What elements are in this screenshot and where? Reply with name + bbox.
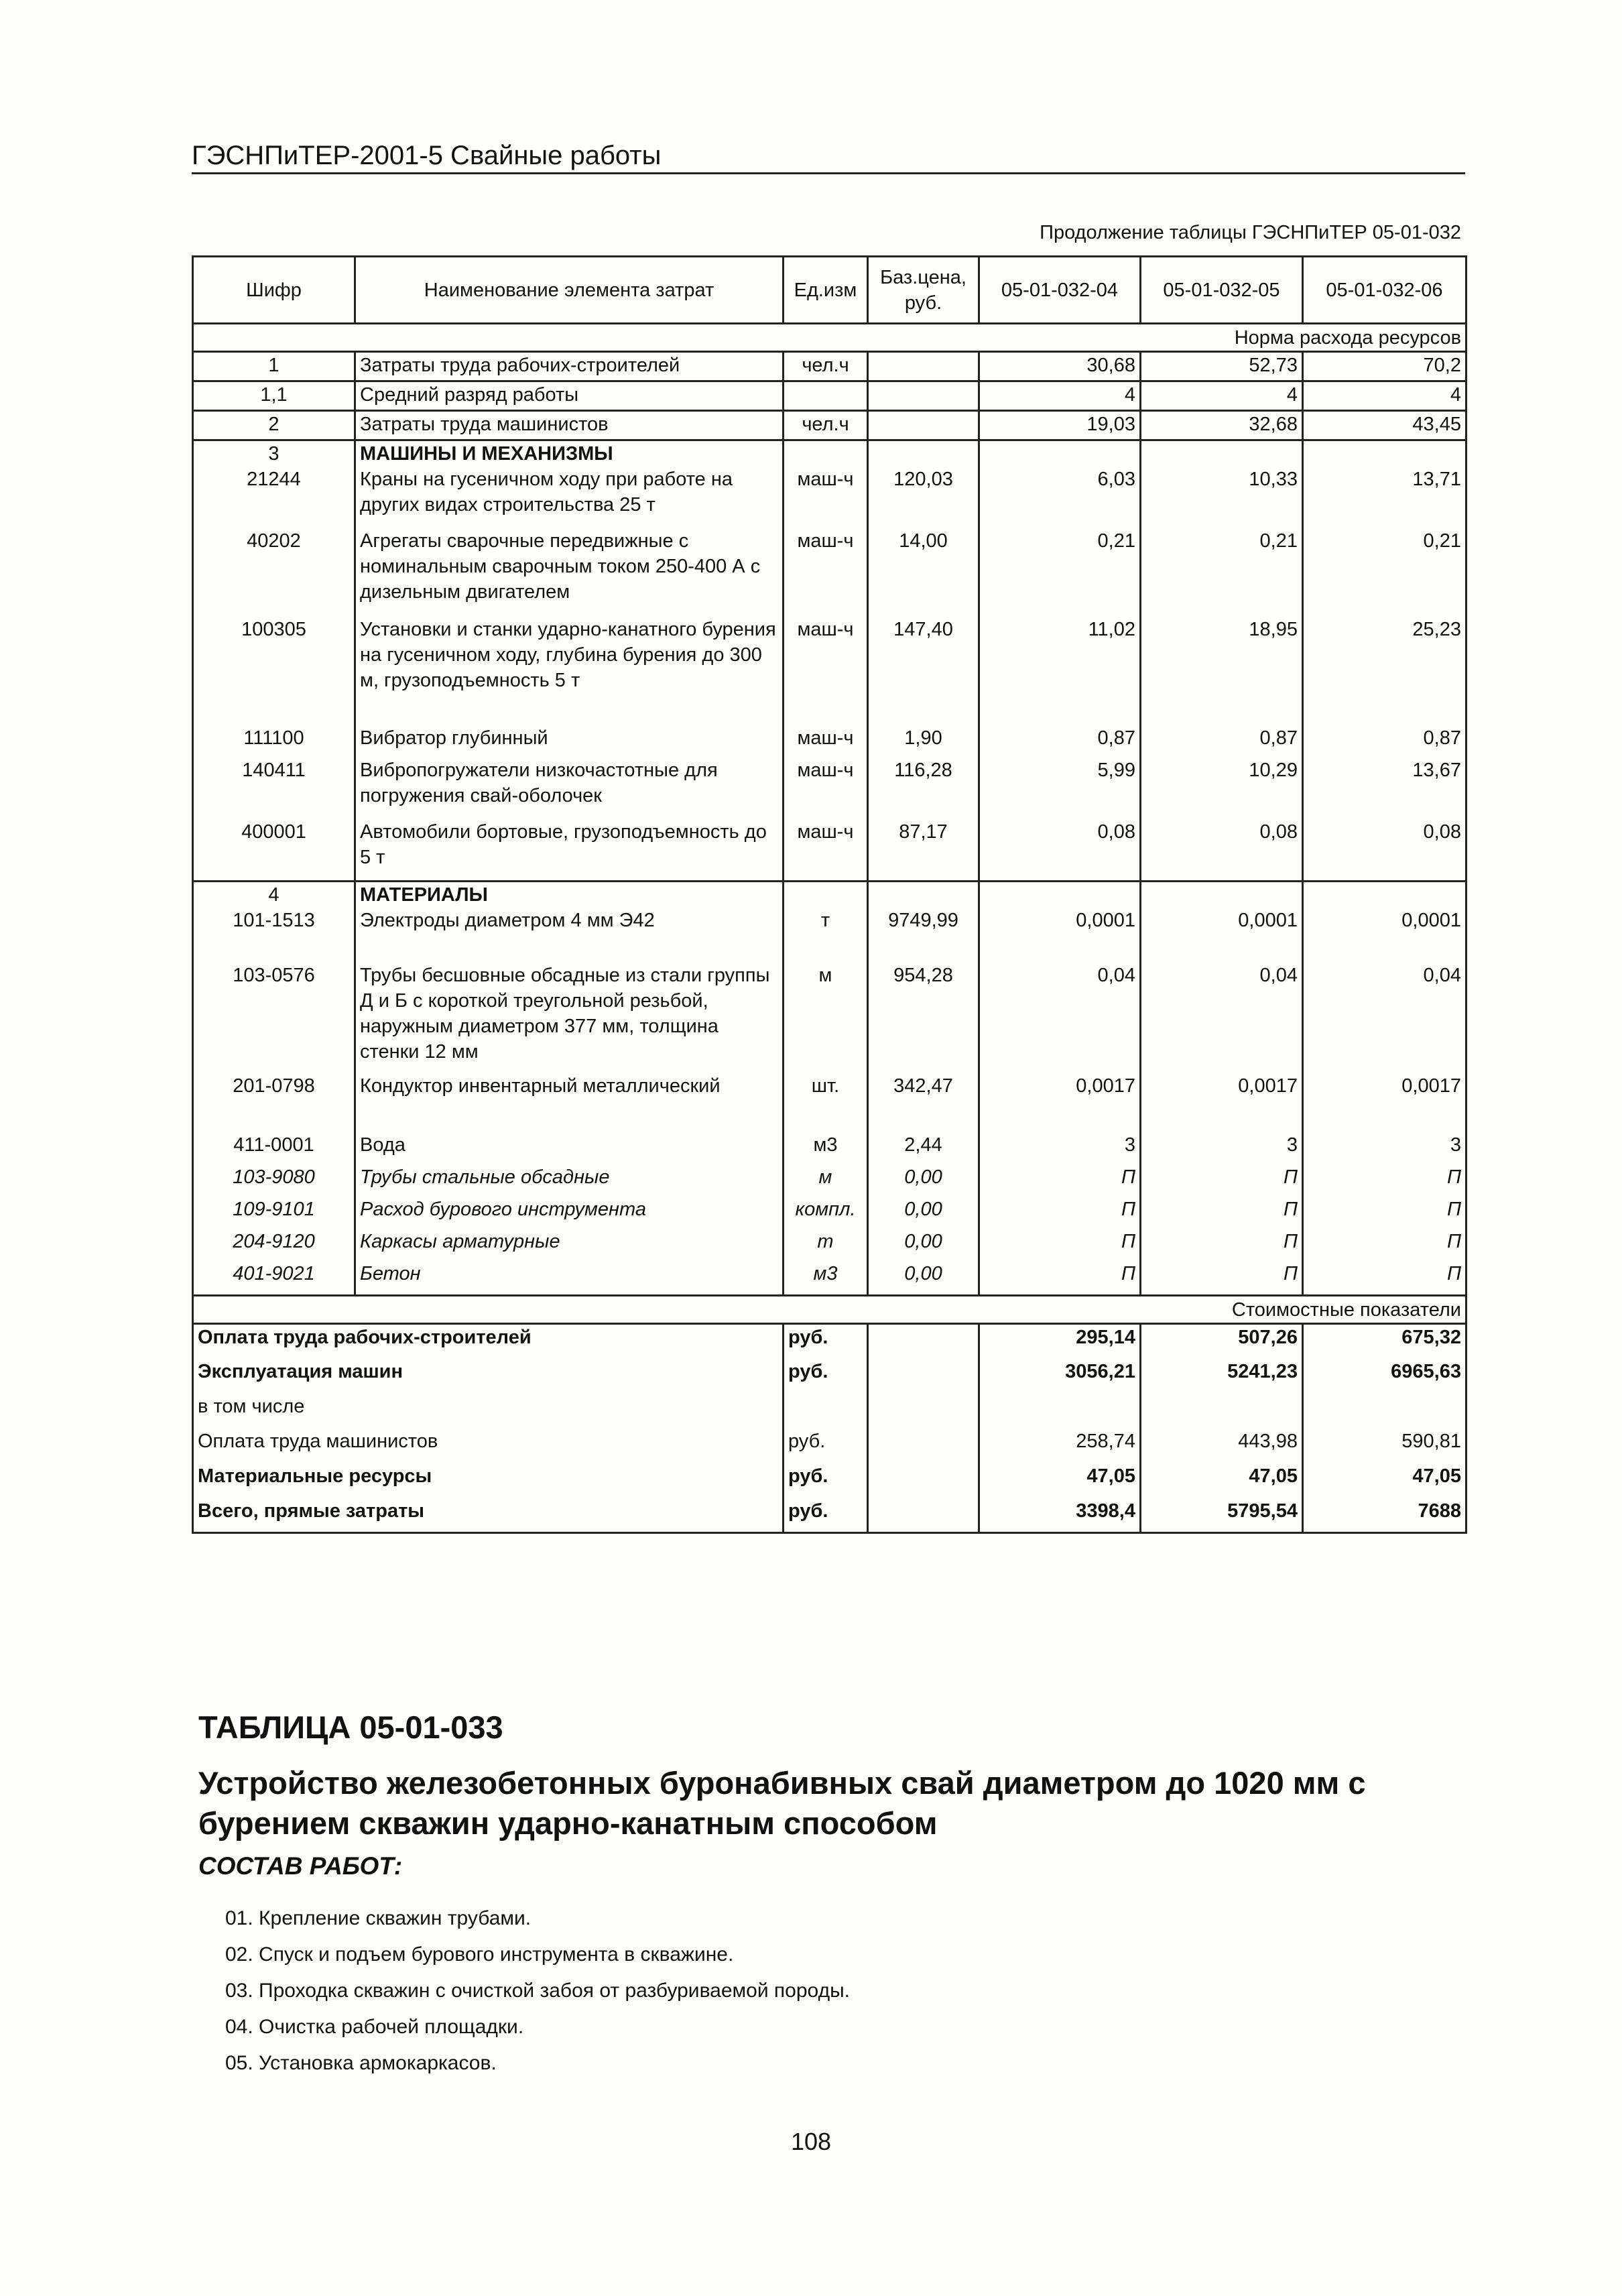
cell-code: 204-9120 bbox=[193, 1229, 355, 1261]
cell-unit: т bbox=[784, 1229, 868, 1261]
cost-label: Стоимостные показатели bbox=[193, 1296, 1467, 1324]
cell-value-04: 0,08 bbox=[979, 819, 1141, 881]
table-row bbox=[193, 381, 1467, 411]
cost-value-04: 3398,4 bbox=[979, 1498, 1141, 1533]
table-row bbox=[193, 1197, 1467, 1229]
cell-value-06 bbox=[1303, 881, 1467, 908]
cell-price: 0,00 bbox=[868, 1164, 979, 1197]
cell-value-04: 0,0017 bbox=[979, 1073, 1141, 1132]
cost-value-05: 507,26 bbox=[1141, 1324, 1303, 1359]
cell-value-04: 0,0001 bbox=[979, 908, 1141, 963]
table-row bbox=[193, 352, 1467, 381]
cell-value-05: 18,95 bbox=[1141, 617, 1303, 725]
cell-name: Агрегаты сварочные передвижные с номинальным сварочным током 250-400 А с дизельным двигателем bbox=[355, 528, 784, 617]
cell-name: Расход бурового инструмента bbox=[355, 1197, 784, 1229]
cell-price: 0,00 bbox=[868, 1229, 979, 1261]
cell-price: 147,40 bbox=[868, 617, 979, 725]
cell-value-06: П bbox=[1303, 1261, 1467, 1296]
cell-name: Средний разряд работы bbox=[355, 381, 784, 411]
cell-unit: м3 bbox=[784, 1132, 868, 1164]
cost-name: Оплата труда машинистов bbox=[193, 1429, 784, 1463]
cell-value-06: 13,71 bbox=[1303, 467, 1467, 528]
cost-value-05: 5241,23 bbox=[1141, 1359, 1303, 1394]
cost-value-05: 47,05 bbox=[1141, 1463, 1303, 1498]
cell-code: 3 bbox=[193, 440, 355, 467]
cell-value-05: 52,73 bbox=[1141, 352, 1303, 381]
cell-name: Установки и станки ударно-канатного бурения на гусеничном ходу, глубина бурения до 300 м, грузоподъемность 5 т bbox=[355, 617, 784, 725]
cost-row bbox=[193, 1429, 1467, 1463]
cell-name: Вибропогружатели низкочастотные для погружения свай-оболочек bbox=[355, 758, 784, 819]
cell-unit: чел.ч bbox=[784, 352, 868, 381]
header-col-04: 05-01-032-04 bbox=[979, 257, 1141, 324]
table-row bbox=[193, 440, 1467, 467]
header-col-06: 05-01-032-06 bbox=[1303, 257, 1467, 324]
cost-label-row bbox=[193, 1296, 1467, 1324]
cell-value-05: 0,0017 bbox=[1141, 1073, 1303, 1132]
cell-price: 342,47 bbox=[868, 1073, 979, 1132]
table-continuation-note: Продолжение таблицы ГЭСНПиТЕР 05-01-032 bbox=[1040, 222, 1461, 243]
cell-value-05: 0,08 bbox=[1141, 819, 1303, 881]
norm-label-row bbox=[193, 324, 1467, 352]
cell-name: Трубы стальные обсадные bbox=[355, 1164, 784, 1197]
cost-name: в том числе bbox=[193, 1394, 784, 1429]
cell-unit: шт. bbox=[784, 1073, 868, 1132]
works-list bbox=[225, 1900, 850, 2081]
work-item: 04. Очистка рабочей площадки. bbox=[225, 2016, 524, 2038]
cell-price bbox=[868, 352, 979, 381]
cell-value-05: 0,21 bbox=[1141, 528, 1303, 617]
cell-code: 201-0798 bbox=[193, 1073, 355, 1132]
cell-code: 4 bbox=[193, 881, 355, 908]
cell-value-04: П bbox=[979, 1229, 1141, 1261]
cell-code: 109-9101 bbox=[193, 1197, 355, 1229]
cell-code: 1 bbox=[193, 352, 355, 381]
cost-name: Эксплуатация машин bbox=[193, 1359, 784, 1394]
cell-value-06: 0,21 bbox=[1303, 528, 1467, 617]
cell-name: МАШИНЫ И МЕХАНИЗМЫ bbox=[355, 440, 784, 467]
cost-name: Оплата труда рабочих-строителей bbox=[193, 1324, 784, 1359]
table-row bbox=[193, 963, 1467, 1073]
cell-name: Каркасы арматурные bbox=[355, 1229, 784, 1261]
page-number: 108 bbox=[790, 2128, 832, 2155]
cell-unit: м3 bbox=[784, 1261, 868, 1296]
work-item: 02. Спуск и подъем бурового инструмента в скважине. bbox=[225, 1943, 734, 1966]
cost-row bbox=[193, 1463, 1467, 1498]
cost-price-empty bbox=[868, 1463, 979, 1498]
work-item: 03. Проходка скважин с очисткой забоя от разбуриваемой породы. bbox=[225, 1980, 850, 2002]
cost-price-empty bbox=[868, 1429, 979, 1463]
cell-unit: маш-ч bbox=[784, 758, 868, 819]
cell-value-06: 0,0001 bbox=[1303, 908, 1467, 963]
header-col-05: 05-01-032-05 bbox=[1141, 257, 1303, 324]
cell-value-05: П bbox=[1141, 1229, 1303, 1261]
cost-unit: руб. bbox=[784, 1498, 868, 1533]
cell-price bbox=[868, 881, 979, 908]
table-row bbox=[193, 819, 1467, 881]
cell-name: Кондуктор инвентарный металлический bbox=[355, 1073, 784, 1132]
cell-code: 111100 bbox=[193, 725, 355, 758]
cell-value-04: 3 bbox=[979, 1132, 1141, 1164]
cost-price-empty bbox=[868, 1324, 979, 1359]
cost-unit: руб. bbox=[784, 1324, 868, 1359]
cell-price: 0,00 bbox=[868, 1197, 979, 1229]
table-row bbox=[193, 1261, 1467, 1296]
cell-unit bbox=[784, 381, 868, 411]
header-code: Шифр bbox=[193, 257, 355, 324]
cost-value-06: 590,81 bbox=[1303, 1429, 1467, 1463]
cell-value-05: П bbox=[1141, 1261, 1303, 1296]
cell-value-04: П bbox=[979, 1197, 1141, 1229]
cell-value-06: П bbox=[1303, 1229, 1467, 1261]
cell-value-04: 4 bbox=[979, 381, 1141, 411]
cell-unit: т bbox=[784, 908, 868, 963]
cell-value-06: 25,23 bbox=[1303, 617, 1467, 725]
cell-value-06: 70,2 bbox=[1303, 352, 1467, 381]
cell-unit bbox=[784, 881, 868, 908]
table-row bbox=[193, 528, 1467, 617]
cell-code: 401-9021 bbox=[193, 1261, 355, 1296]
cost-price-empty bbox=[868, 1394, 979, 1429]
resource-cost-table bbox=[192, 255, 1467, 1534]
cell-value-06: 4 bbox=[1303, 381, 1467, 411]
cost-price-empty bbox=[868, 1498, 979, 1533]
cost-value-04: 295,14 bbox=[979, 1324, 1141, 1359]
cell-price bbox=[868, 440, 979, 467]
table-row bbox=[193, 617, 1467, 725]
cost-name: Всего, прямые затраты bbox=[193, 1498, 784, 1533]
document-title: ГЭСНПиТЕР-2001-5 Свайные работы bbox=[192, 141, 662, 170]
norm-label: Норма расхода ресурсов bbox=[193, 324, 1467, 352]
cell-value-05 bbox=[1141, 440, 1303, 467]
table-row bbox=[193, 411, 1467, 440]
table-row bbox=[193, 908, 1467, 963]
cost-value-06: 47,05 bbox=[1303, 1463, 1467, 1498]
cost-value-04: 3056,21 bbox=[979, 1359, 1141, 1394]
cell-unit: компл. bbox=[784, 1197, 868, 1229]
cell-value-05: 4 bbox=[1141, 381, 1303, 411]
cell-code: 103-9080 bbox=[193, 1164, 355, 1197]
cell-name: МАТЕРИАЛЫ bbox=[355, 881, 784, 908]
cell-value-04: 0,04 bbox=[979, 963, 1141, 1073]
cost-value-04: 47,05 bbox=[979, 1463, 1141, 1498]
table-row bbox=[193, 725, 1467, 758]
cell-value-05: 32,68 bbox=[1141, 411, 1303, 440]
cell-price: 0,00 bbox=[868, 1261, 979, 1296]
cell-value-05: 10,33 bbox=[1141, 467, 1303, 528]
cell-code: 2 bbox=[193, 411, 355, 440]
cell-value-06: 0,04 bbox=[1303, 963, 1467, 1073]
cell-code: 411-0001 bbox=[193, 1132, 355, 1164]
works-heading: СОСТАВ РАБОТ: bbox=[198, 1852, 403, 1880]
cell-code: 100305 bbox=[193, 617, 355, 725]
cell-value-05: П bbox=[1141, 1164, 1303, 1197]
cost-value-06: 7688 bbox=[1303, 1498, 1467, 1533]
cell-value-06: П bbox=[1303, 1197, 1467, 1229]
cell-code: 400001 bbox=[193, 819, 355, 881]
page-header bbox=[192, 142, 1465, 174]
cost-value-04: 258,74 bbox=[979, 1429, 1141, 1463]
cell-value-04: 6,03 bbox=[979, 467, 1141, 528]
cell-unit: маш-ч bbox=[784, 528, 868, 617]
cell-value-04: 5,99 bbox=[979, 758, 1141, 819]
cell-code: 40202 bbox=[193, 528, 355, 617]
table-row bbox=[193, 1164, 1467, 1197]
cell-value-04 bbox=[979, 881, 1141, 908]
cell-value-05: 3 bbox=[1141, 1132, 1303, 1164]
cell-code: 103-0576 bbox=[193, 963, 355, 1073]
cell-value-05: 0,87 bbox=[1141, 725, 1303, 758]
cell-value-04: П bbox=[979, 1261, 1141, 1296]
header-price: Баз.цена, руб. bbox=[868, 257, 979, 324]
cost-value-05: 5795,54 bbox=[1141, 1498, 1303, 1533]
table-row bbox=[193, 1073, 1467, 1132]
cell-price: 120,03 bbox=[868, 467, 979, 528]
cell-value-04: 11,02 bbox=[979, 617, 1141, 725]
work-item: 05. Установка армокаркасов. bbox=[225, 2052, 497, 2074]
cost-row bbox=[193, 1324, 1467, 1359]
work-item: 01. Крепление скважин трубами. bbox=[225, 1907, 532, 1929]
cell-unit: м bbox=[784, 1164, 868, 1197]
header-unit: Ед.изм bbox=[784, 257, 868, 324]
cell-value-05 bbox=[1141, 881, 1303, 908]
cost-value-04 bbox=[979, 1394, 1141, 1429]
cost-value-06: 675,32 bbox=[1303, 1324, 1467, 1359]
cell-value-06: 0,87 bbox=[1303, 725, 1467, 758]
cell-value-05: 0,0001 bbox=[1141, 908, 1303, 963]
cell-value-05: 10,29 bbox=[1141, 758, 1303, 819]
cell-name: Затраты труда рабочих-строителей bbox=[355, 352, 784, 381]
cell-unit bbox=[784, 440, 868, 467]
cell-price bbox=[868, 411, 979, 440]
cell-value-05: 0,04 bbox=[1141, 963, 1303, 1073]
cell-unit: м bbox=[784, 963, 868, 1073]
cost-value-06: 6965,63 bbox=[1303, 1359, 1467, 1394]
table-row bbox=[193, 1132, 1467, 1164]
cell-code: 101-1513 bbox=[193, 908, 355, 963]
table-row bbox=[193, 1229, 1467, 1261]
cost-row bbox=[193, 1498, 1467, 1533]
header-name: Наименование элемента затрат bbox=[355, 257, 784, 324]
cell-value-06: П bbox=[1303, 1164, 1467, 1197]
cell-unit: маш-ч bbox=[784, 725, 868, 758]
cost-unit: руб. bbox=[784, 1429, 868, 1463]
cell-unit: маш-ч bbox=[784, 617, 868, 725]
cell-value-04: 19,03 bbox=[979, 411, 1141, 440]
cell-price: 1,90 bbox=[868, 725, 979, 758]
cell-name: Затраты труда машинистов bbox=[355, 411, 784, 440]
table-row bbox=[193, 881, 1467, 908]
table-header-row bbox=[193, 257, 1467, 324]
cost-unit: руб. bbox=[784, 1359, 868, 1394]
cell-price bbox=[868, 381, 979, 411]
cell-price: 14,00 bbox=[868, 528, 979, 617]
cell-value-06: 0,08 bbox=[1303, 819, 1467, 881]
cell-value-06: 13,67 bbox=[1303, 758, 1467, 819]
cell-code: 1,1 bbox=[193, 381, 355, 411]
cell-value-06: 0,0017 bbox=[1303, 1073, 1467, 1132]
cell-price: 2,44 bbox=[868, 1132, 979, 1164]
cell-price: 87,17 bbox=[868, 819, 979, 881]
cell-unit: маш-ч bbox=[784, 819, 868, 881]
table-row bbox=[193, 758, 1467, 819]
cell-name: Автомобили бортовые, грузоподъемность до 5 т bbox=[355, 819, 784, 881]
cost-name: Материальные ресурсы bbox=[193, 1463, 784, 1498]
cell-value-04: П bbox=[979, 1164, 1141, 1197]
cost-unit bbox=[784, 1394, 868, 1429]
cell-unit: маш-ч bbox=[784, 467, 868, 528]
table-row bbox=[193, 467, 1467, 528]
cell-value-06 bbox=[1303, 440, 1467, 467]
cell-price: 954,28 bbox=[868, 963, 979, 1073]
cell-price: 9749,99 bbox=[868, 908, 979, 963]
cell-value-04: 0,87 bbox=[979, 725, 1141, 758]
cell-code: 21244 bbox=[193, 467, 355, 528]
section-table-subtitle: Устройство железобетонных буронабивных свай диаметром до 1020 мм с бурением скважин ударно-канатным способом bbox=[198, 1765, 1366, 1841]
cost-row bbox=[193, 1359, 1467, 1394]
cell-name: Бетон bbox=[355, 1261, 784, 1296]
cell-value-04: 0,21 bbox=[979, 528, 1141, 617]
cell-unit: чел.ч bbox=[784, 411, 868, 440]
cell-name: Вода bbox=[355, 1132, 784, 1164]
cell-name: Трубы бесшовные обсадные из стали группы Д и Б с короткой треугольной резьбой, наружным диаметром 377 мм, толщина стенки 12 мм bbox=[355, 963, 784, 1073]
cost-unit: руб. bbox=[784, 1463, 868, 1498]
section-table-title: ТАБЛИЦА 05-01-033 bbox=[198, 1709, 503, 1745]
cell-value-06: 43,45 bbox=[1303, 411, 1467, 440]
cell-name: Вибратор глубинный bbox=[355, 725, 784, 758]
cost-value-06 bbox=[1303, 1394, 1467, 1429]
cell-value-06: 3 bbox=[1303, 1132, 1467, 1164]
cell-code: 140411 bbox=[193, 758, 355, 819]
cell-value-04: 30,68 bbox=[979, 352, 1141, 381]
cost-row bbox=[193, 1394, 1467, 1429]
cell-price: 116,28 bbox=[868, 758, 979, 819]
cost-price-empty bbox=[868, 1359, 979, 1394]
cost-value-05 bbox=[1141, 1394, 1303, 1429]
cell-value-05: П bbox=[1141, 1197, 1303, 1229]
cell-name: Краны на гусеничном ходу при работе на других видах строительства 25 т bbox=[355, 467, 784, 528]
cell-name: Электроды диаметром 4 мм Э42 bbox=[355, 908, 784, 963]
cell-value-04 bbox=[979, 440, 1141, 467]
cost-value-05: 443,98 bbox=[1141, 1429, 1303, 1463]
